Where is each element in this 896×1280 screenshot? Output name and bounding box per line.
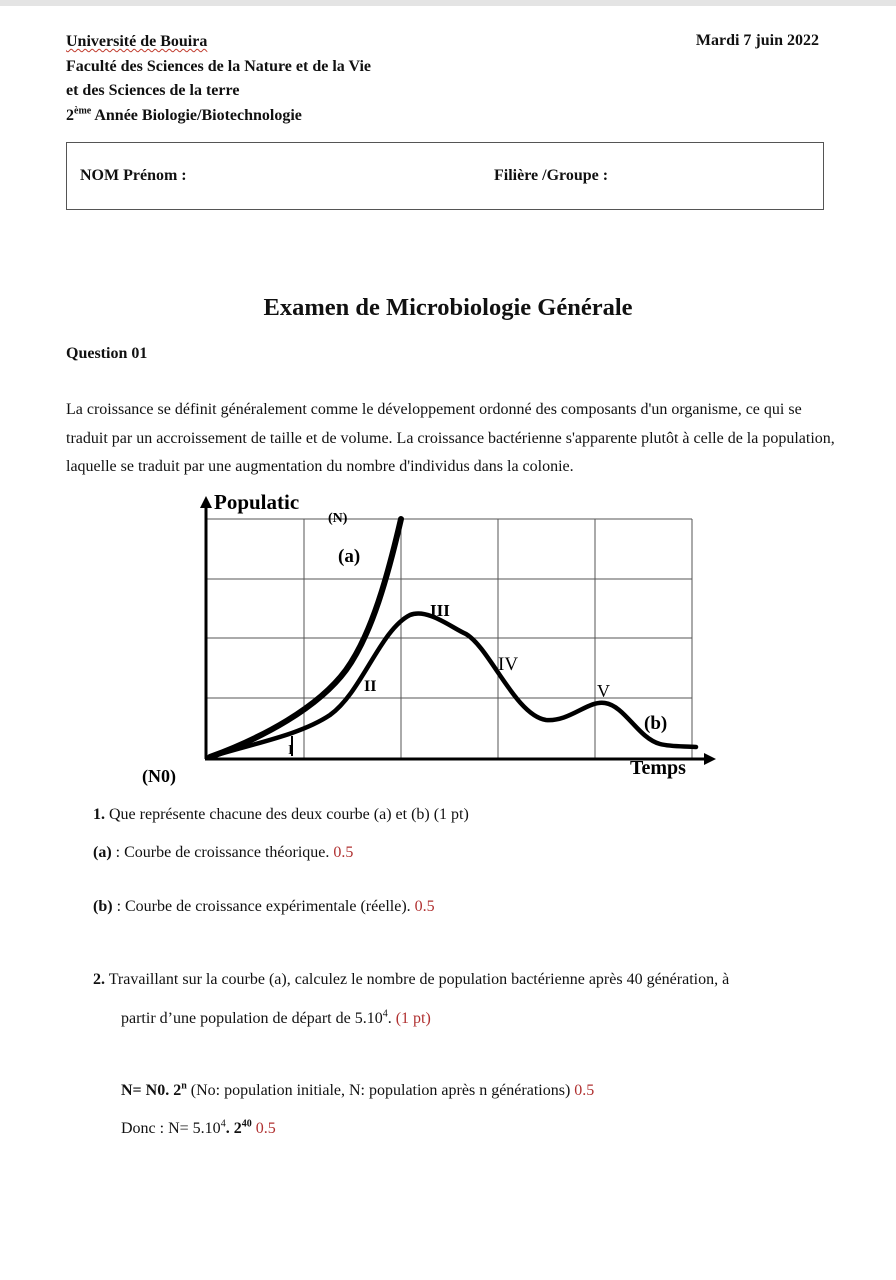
question-2-line-2: partir d’une population de départ de 5.10$^4$. (1 pt) [121, 1008, 431, 1027]
phase-label-3: III [430, 601, 450, 620]
group-field-label: Filière /Groupe : [494, 167, 609, 184]
question-1: 1. Que représente chacune des deux courbe (a) et (b) (1 pt) [93, 806, 469, 823]
phase-label-2: II [364, 678, 377, 695]
x-axis-label: Temps [630, 757, 686, 779]
study-year: 2ème Année Biologie/Biotechnologie [66, 105, 302, 124]
axes [205, 506, 706, 759]
y-axis-label: Populatic [214, 490, 300, 514]
grid [206, 519, 692, 758]
y-axis-symbol: (N) [328, 511, 348, 526]
faculty-line-2: et des Sciences de la terre [66, 82, 240, 99]
result-line: Donc : $N= 5.10^4$. $2^{40}$ 0.5 [121, 1118, 276, 1137]
top-border [0, 0, 896, 6]
curve-b-label: (b) [644, 713, 668, 734]
x-axis-arrow [704, 753, 716, 765]
exam-date: Mardi 7 juin 2022 [695, 32, 819, 49]
intro-paragraph: La croissance se définit généralement comme le développement ordonné des composants d'un organisme, ce qui se traduit par un accroissement de taille et de volume. La croissance bactérienne s'apparente plutôt à celle de la population, laquelle se traduit par une augmentation du nombre d'individus dans la colonie. [66, 401, 835, 475]
curve-a [210, 519, 401, 757]
phase-label-4: IV [498, 654, 519, 675]
answer-1b: (b) : Courbe de croissance expérimentale (réelle). 0.5 [93, 898, 435, 915]
curve-a-label: (a) [338, 546, 361, 567]
y-axis-arrow [200, 496, 212, 508]
answer-1a: (a) : Courbe de croissance théorique. 0.5 [93, 844, 354, 861]
name-field-label: NOM Prénom : [80, 167, 187, 184]
university-name: Université de Bouira [66, 33, 208, 50]
phase-label-5: V [597, 681, 610, 701]
institution-header [66, 30, 371, 128]
question-heading: Question 01 [66, 345, 148, 362]
formula-line: N= N0. 2$^n$ (No: population initiale, N: population après n générations) 0.5 [121, 1080, 595, 1099]
phase-label-1: I [288, 743, 293, 758]
curve-b [210, 614, 696, 757]
faculty-line-1: Faculté des Sciences de la Nature et de la Vie [66, 57, 371, 75]
origin-label: (N0) [142, 766, 176, 786]
question-2-line-1: 2. Travaillant sur la courbe (a), calculez le nombre de population bactérienne après 40 génération, à [93, 971, 730, 988]
student-info-box [66, 142, 824, 210]
exam-title: Examen de Microbiologie Générale [263, 294, 633, 321]
